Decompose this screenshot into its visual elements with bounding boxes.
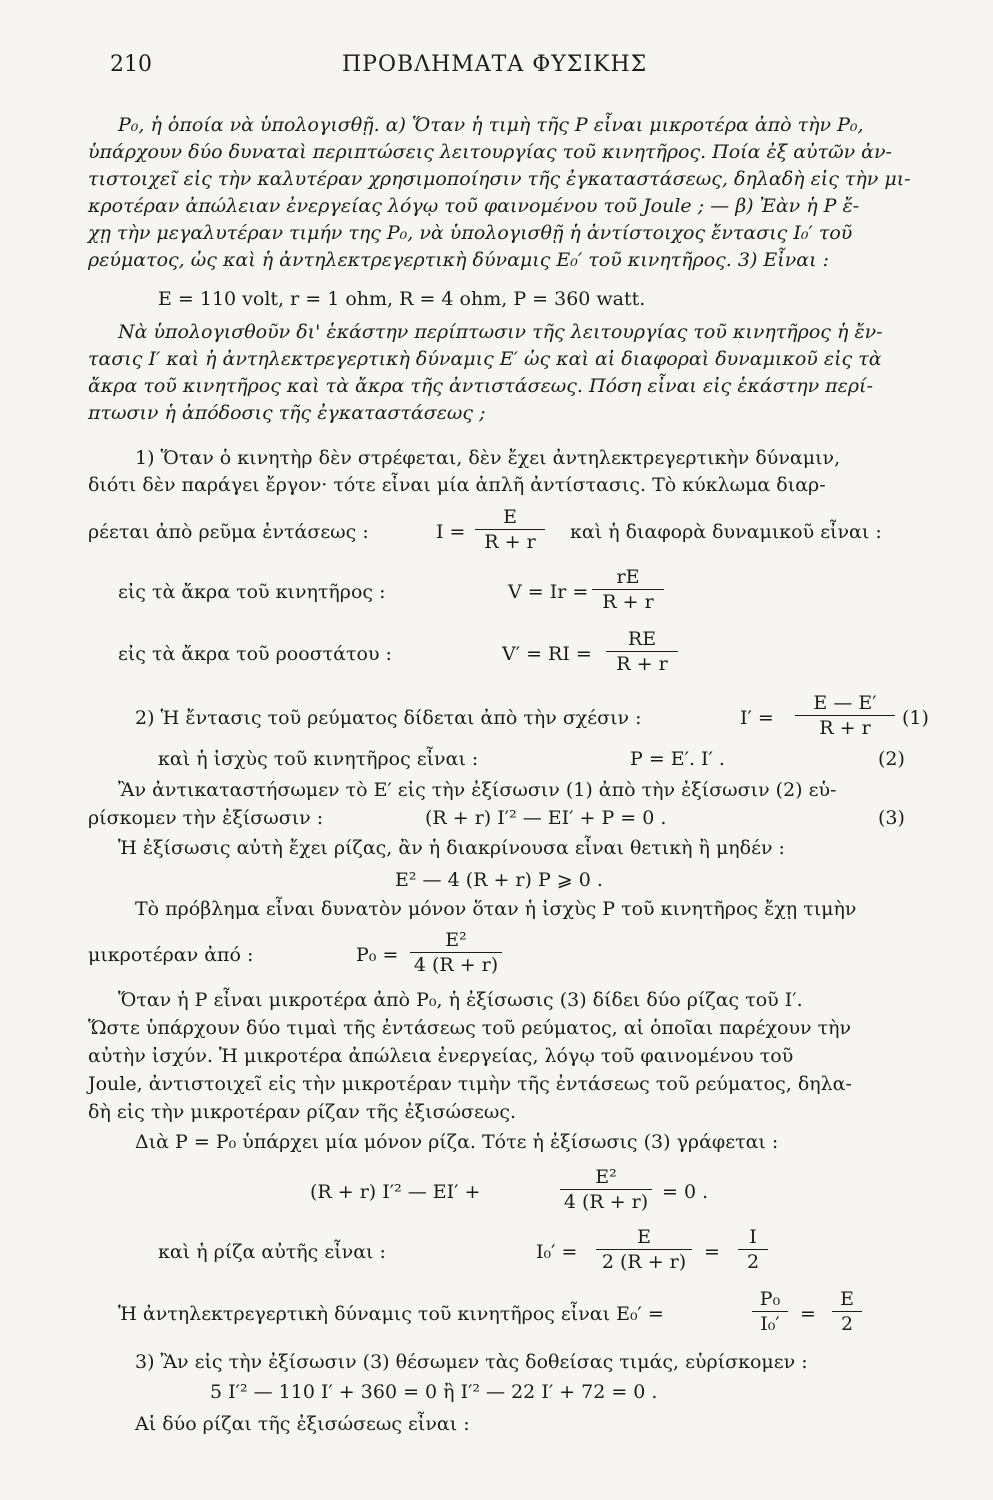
text-line: 1) Ὅταν ὁ κινητὴρ δὲν στρέφεται, δὲν ἔχει ἀντηλεκτρεγερτικὴν δύναμιν, (135, 447, 841, 469)
text-line: καὶ ἡ ἰσχὺς τοῦ κινητῆρος εἶναι : (158, 748, 479, 770)
text-line: Τὸ πρόβλημα εἶναι δυνατὸν μόνον ὅταν ἡ ἰσχὺς P τοῦ κινητῆρος ἔχῃ τιμὴν (135, 898, 857, 920)
equation-lhs: I = (436, 521, 466, 543)
text-line: Νὰ ὑπολογισθοῦν δι' ἑκάστην περίπτωσιν τῆς λειτουργίας τοῦ κινητῆρος ἡ ἔν- (118, 321, 883, 343)
fraction-denominator: R + r (484, 531, 536, 553)
fraction-bar (752, 1311, 788, 1312)
fraction-bar (410, 952, 502, 953)
fraction-denominator: I₀′ (760, 1313, 780, 1335)
text-line: πτωσιν ἡ ἀπόδοσις τῆς ἐγκαταστάσεως ; (88, 402, 486, 424)
fraction-numerator: E (840, 1288, 854, 1310)
text-line: Ἂν ἀντικαταστήσωμεν τὸ E′ εἰς τὴν ἐξίσωσιν (1) ἀπὸ τὴν ἐξίσωσιν (2) εὑ- (118, 779, 837, 801)
equation-lhs: I′ = (740, 707, 774, 729)
text-line: αὐτὴν ἰσχύν. Ἡ μικροτέρα ἀπώλεια ἐνεργείας, λόγῳ τοῦ φαινομένου τοῦ (88, 1045, 794, 1067)
fraction-bar (592, 589, 664, 590)
fraction-bar (560, 1189, 652, 1190)
fraction-bar (596, 1249, 692, 1250)
fraction-numerator: E² (445, 929, 467, 951)
equals-sign: = (800, 1303, 816, 1325)
fraction-numerator: E² (595, 1166, 617, 1188)
fraction-i0 (596, 1226, 692, 1273)
page-number: 210 (110, 52, 152, 77)
equation-rhs: = 0 . (662, 1181, 709, 1203)
fraction-e2 (560, 1166, 652, 1213)
fraction-half-i (738, 1226, 768, 1273)
text-line: εἰς τὰ ἄκρα τοῦ κινητῆρος : (118, 581, 386, 603)
fraction-bar (738, 1249, 768, 1250)
text-line: καὶ ἡ ρίζα αὐτῆς εἶναι : (158, 1241, 386, 1263)
equation-lhs: P₀ = (356, 944, 399, 966)
fraction-bar (475, 529, 545, 530)
equation-lhs: I₀′ = (536, 1241, 578, 1263)
text-line: Ὥστε ὑπάρχουν δύο τιμαὶ τῆς ἐντάσεως τοῦ ρεύματος, αἱ ὁποῖαι παρέχουν τὴν (88, 1017, 852, 1039)
text-line: δὴ εἰς τὴν μικροτέραν ρίζαν τῆς ἐξισώσεως. (88, 1101, 517, 1123)
fraction-motor-voltage (592, 566, 664, 613)
text-line: ρέεται ἀπὸ ρεῦμα ἐντάσεως : (88, 521, 369, 543)
fraction-e-half (832, 1288, 862, 1335)
fraction-numerator: I (749, 1226, 757, 1248)
text-line: ὑπάρχουν δύο δυναταὶ περιπτώσεις λειτουργίας τοῦ κινητῆρος. Ποία ἐξ αὐτῶν ἀν- (88, 141, 892, 163)
given-values: E = 110 volt, r = 1 ohm, R = 4 ohm, P = 360 watt. (158, 288, 646, 310)
text-line: ρεύματος, ὡς καὶ ἡ ἀντηλεκτρεγερτικὴ δύναμις E₀′ τοῦ κινητῆρος. 3) Εἶναι : (88, 249, 829, 271)
text-line: κροτέραν ἀπώλειαν ἐνεργείας λόγῳ τοῦ φαινομένου τοῦ Joule ; — β) Ἐὰν ἡ P ἔ- (88, 195, 860, 217)
equation-lhs: V = Ir = (508, 581, 589, 603)
text-line: Ἡ ἐξίσωσις αὐτὴ ἔχει ρίζας, ἂν ἡ διακρίνουσα εἶναι θετικὴ ἢ μηδέν : (118, 837, 785, 859)
text-line: διότι δὲν παράγει ἔργον· τότε εἶναι μία ἁπλῆ ἀντίστασις. Τὸ κύκλωμα διαρ- (88, 474, 826, 496)
text-line: εἰς τὰ ἄκρα τοῦ ροοστάτου : (118, 643, 392, 665)
text-line: Ἡ ἀντηλεκτρεγερτικὴ δύναμις τοῦ κινητῆρος εἶναι E₀′ = (118, 1303, 664, 1325)
equation-number: (3) (878, 807, 905, 829)
fraction-numerator: E (503, 506, 517, 528)
text-line: Joule, ἀντιστοιχεῖ εἰς τὴν μικροτέραν τιμὴν τῆς ἐντάσεως τοῦ ρεύματος, δηλα- (88, 1073, 852, 1095)
text-line: Αἱ δύο ρίζαι τῆς ἐξισώσεως εἶναι : (135, 1413, 470, 1435)
text-line: ἄκρα τοῦ κινητῆρος καὶ τὰ ἄκρα τῆς ἀντιστάσεως. Πόση εἶναι εἰς ἑκάστην περί- (88, 375, 873, 397)
equation: P = E′. I′ . (630, 748, 725, 770)
fraction-numerator: E — E′ (813, 692, 877, 714)
fraction-denominator: R + r (616, 653, 668, 675)
fraction-bar (606, 651, 678, 652)
fraction-numerator: RE (627, 628, 657, 650)
text-line: Ὅταν ἡ P εἶναι μικροτέρα ἀπὸ P₀, ἡ ἐξίσωσις (3) δίδει δύο ρίζας τοῦ I′. (118, 989, 803, 1011)
fraction-bar (795, 715, 895, 716)
fraction-denominator: 4 (R + r) (413, 954, 499, 976)
text-line: Διὰ P = P₀ ὑπάρχει μία μόνον ρίζα. Τότε ἡ ἐξίσωσις (3) γράφεται : (135, 1131, 779, 1153)
fraction-bar (832, 1311, 862, 1312)
fraction-current-2 (795, 692, 895, 739)
fraction-denominator: 4 (R + r) (563, 1191, 649, 1213)
equation: (R + r) I′² — EI′ + P = 0 . (425, 807, 667, 829)
text-line: 2) Ἡ ἔντασις τοῦ ρεύματος δίδεται ἀπὸ τὴν σχέσιν : (135, 707, 642, 729)
text-line: τιστοιχεῖ εἰς τὴν καλυτέραν χρησιμοποίησιν τῆς ἐγκαταστάσεως, δηλαδὴ εἰς τὴν μι- (88, 168, 911, 190)
equation-number: (1) (902, 707, 929, 729)
equation: E² — 4 (R + r) P ⩾ 0 . (395, 869, 603, 891)
text-line: καὶ ἡ διαφορὰ δυναμικοῦ εἶναι : (570, 521, 882, 543)
fraction-denominator: R + r (602, 591, 654, 613)
fraction-denominator: 2 (746, 1251, 760, 1273)
equals-sign: = (704, 1241, 720, 1263)
fraction-current (475, 506, 545, 553)
equation-lhs: (R + r) I′² — EI′ + (310, 1181, 481, 1203)
fraction-denominator: 2 (840, 1313, 854, 1335)
text-line: τασις I′ καὶ ἡ ἀντηλεκτρεγερτικὴ δύναμις E′ ὡς καὶ αἱ διαφοραὶ δυναμικοῦ εἰς τὰ (88, 348, 882, 370)
page-title: ΠΡΟΒΛΗΜΑΤΑ ΦΥΣΙΚΗΣ (342, 52, 648, 77)
fraction-p0-i0 (752, 1288, 788, 1335)
text-line: ρίσκομεν τὴν ἐξίσωσιν : (88, 807, 324, 829)
fraction-numerator: E (637, 1226, 651, 1248)
fraction-p0 (410, 929, 502, 976)
text-line: μικροτέραν ἀπό : (88, 944, 254, 966)
equation-number: (2) (878, 748, 905, 770)
text-line: P₀, ἡ ὁποία νὰ ὑπολογισθῇ. α) Ὅταν ἡ τιμὴ τῆς P εἶναι μικροτέρα ἀπὸ τὴν P₀, (118, 114, 864, 136)
equation-lhs: V′ = RI = (502, 643, 592, 665)
fraction-denominator: 2 (R + r) (601, 1251, 687, 1273)
text-line: χῃ τὴν μεγαλυτέραν τιμήν της P₀, νὰ ὑπολογισθῇ ἡ ἀντίστοιχος ἔντασις I₀′ τοῦ (88, 222, 853, 244)
fraction-numerator: P₀ (759, 1288, 781, 1310)
equation: 5 I′² — 110 I′ + 360 = 0 ἢ I′² — 22 I′ + 72 = 0 . (210, 1381, 658, 1403)
fraction-rheostat-voltage (606, 628, 678, 675)
text-line: 3) Ἂν εἰς τὴν ἐξίσωσιν (3) θέσωμεν τὰς δοθείσας τιμάς, εὑρίσκομεν : (135, 1351, 808, 1373)
fraction-numerator: rE (616, 566, 640, 588)
fraction-denominator: R + r (819, 717, 871, 739)
running-header (110, 52, 910, 86)
